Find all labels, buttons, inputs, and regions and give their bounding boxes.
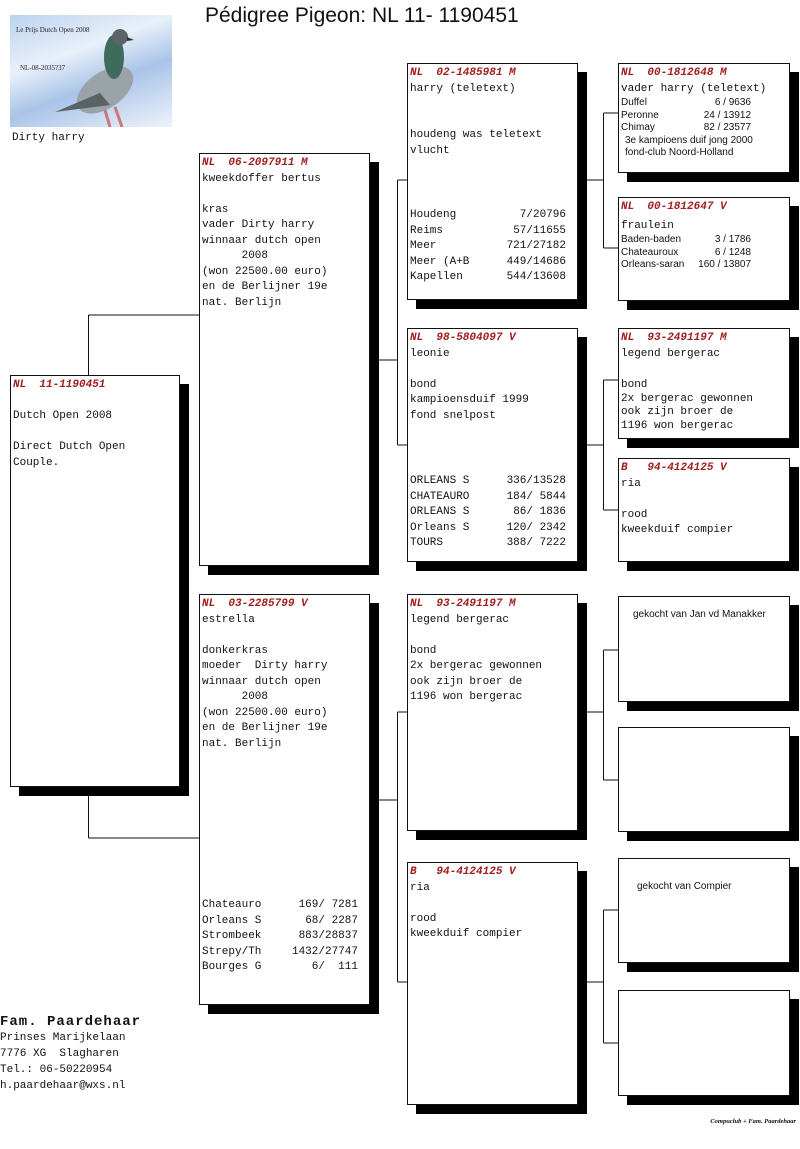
pigeon-name: ria bbox=[621, 477, 641, 490]
note-line: kweekduif compier bbox=[410, 928, 523, 940]
text: 721/27182 bbox=[506, 240, 566, 252]
note-line: bond bbox=[410, 644, 437, 657]
note-line bbox=[13, 394, 177, 410]
text: Chateauroux bbox=[621, 246, 679, 258]
note-line: kras bbox=[202, 203, 229, 216]
pigeon-name: fraulein bbox=[621, 219, 674, 232]
race-result bbox=[621, 97, 787, 110]
note-line: gekocht van Compier bbox=[637, 881, 732, 892]
pigeon-name: legend bergerac bbox=[621, 347, 721, 360]
note-line: houdeng was teletext bbox=[410, 129, 543, 141]
pigeon-name: ria bbox=[410, 881, 430, 894]
text: 160 / 13807 bbox=[698, 259, 751, 270]
note-line: nat. Berlijn bbox=[202, 296, 282, 309]
pigeon-card-ddd bbox=[618, 990, 790, 1096]
text: Baden-baden bbox=[621, 234, 682, 245]
race-result bbox=[202, 914, 358, 930]
note-line: ook zijn broer de bbox=[621, 406, 734, 418]
race-result bbox=[621, 259, 787, 272]
race-result bbox=[410, 239, 566, 255]
text: 388/ 7222 bbox=[506, 537, 566, 549]
pigeon-card-sds bbox=[618, 328, 790, 439]
race-result bbox=[410, 270, 566, 286]
race-result bbox=[202, 960, 358, 976]
race-result bbox=[410, 490, 566, 506]
text: Kapellen bbox=[410, 271, 463, 283]
page-title: Pédigree Pigeon: NL 11- 1190451 bbox=[205, 4, 519, 27]
pigeon-card-dss bbox=[618, 596, 790, 702]
note-line: donkerkras bbox=[202, 644, 269, 657]
text: Bourges G bbox=[202, 961, 262, 973]
text: ORLEANS S bbox=[410, 506, 470, 518]
note-line: en de Berlijner 19e bbox=[202, 722, 328, 734]
note-line bbox=[202, 628, 367, 644]
ring-number: NL 06-2097911 M bbox=[202, 157, 308, 169]
note-line: Direct Dutch Open bbox=[13, 441, 126, 453]
race-results bbox=[410, 208, 566, 286]
note-line: fond-club Noord-Holland bbox=[625, 146, 734, 158]
race-result bbox=[410, 536, 566, 552]
text: 6 / 1248 bbox=[714, 246, 751, 258]
race-result bbox=[621, 234, 787, 247]
photo-ring-text: NL-08-2035?37 bbox=[20, 64, 66, 72]
race-result bbox=[410, 521, 566, 537]
note-line bbox=[13, 425, 177, 441]
pigeon-name: vader harry (teletext) bbox=[621, 82, 767, 95]
text: Meer bbox=[410, 240, 437, 252]
note-line: ook zijn broer de bbox=[410, 675, 523, 688]
text: 883/28837 bbox=[298, 930, 358, 942]
ring-number: NL 03-2285799 V bbox=[202, 598, 308, 610]
race-result bbox=[621, 247, 787, 260]
owner-phone: Tel.: 06-50220954 bbox=[0, 1064, 113, 1076]
text: 24 / 13912 bbox=[703, 109, 751, 121]
ring-number: NL 00-1812648 M bbox=[621, 67, 727, 79]
ring-number: NL 11-1190451 bbox=[13, 379, 106, 391]
note-line: (won 22500.00 euro) bbox=[202, 265, 328, 278]
pigeon-card-dsd bbox=[618, 727, 790, 832]
text: 169/ 7281 bbox=[298, 899, 358, 911]
note-line: 2008 bbox=[202, 250, 269, 262]
race-result bbox=[202, 945, 358, 961]
note-line: 3e kampioens duif jong 2000 bbox=[625, 134, 753, 146]
pigeon-image bbox=[10, 15, 172, 127]
note-line: bond bbox=[410, 378, 437, 391]
race-result bbox=[410, 505, 566, 521]
pigeon-name: estrella bbox=[202, 613, 255, 626]
text: ORLEANS S bbox=[410, 475, 470, 487]
note-line bbox=[621, 362, 787, 378]
note-line bbox=[410, 97, 575, 113]
ring-number: B 94-4124125 V bbox=[621, 462, 727, 474]
text: 57/11655 bbox=[513, 224, 566, 237]
pigeon-photo bbox=[10, 15, 172, 127]
text: 120/ 2342 bbox=[506, 521, 566, 534]
pigeon-card-dam-dam bbox=[407, 862, 578, 1105]
pigeon-card-dam-sire bbox=[407, 594, 578, 831]
text: Strombeek bbox=[202, 930, 262, 942]
text: 336/13528 bbox=[506, 475, 566, 487]
ring-number: NL 98-5804097 V bbox=[410, 332, 516, 344]
text: 6 / 9636 bbox=[714, 97, 751, 108]
note-line: vader Dirty harry bbox=[202, 219, 315, 231]
pigeon-name: kweekdoffer bertus bbox=[202, 172, 321, 185]
note-line: winnaar dutch open bbox=[202, 675, 321, 688]
race-result bbox=[410, 208, 566, 224]
note-line: en de Berlijner 19e bbox=[202, 281, 328, 293]
race-result bbox=[202, 898, 358, 914]
text: Orleans S bbox=[202, 914, 262, 927]
note-line: vlucht bbox=[410, 144, 450, 157]
pigeon-card-dam bbox=[199, 594, 370, 1005]
pigeon-card-sire-dam bbox=[407, 328, 578, 562]
ring-number: B 94-4124125 V bbox=[410, 866, 516, 878]
pigeon-name: harry (teletext) bbox=[410, 82, 516, 95]
owner-name: Fam. Paardehaar bbox=[0, 1014, 142, 1030]
footer-credit: Compuclub + Fam. Paardehaar bbox=[710, 1118, 796, 1125]
race-results bbox=[202, 898, 358, 976]
pigeon-name: legend bergerac bbox=[410, 613, 510, 626]
photo-caption: Dirty harry bbox=[12, 132, 85, 144]
text: 7/20796 bbox=[519, 209, 566, 221]
text: 1432/27747 bbox=[291, 945, 358, 958]
race-result bbox=[202, 929, 358, 945]
text: 6/ 111 bbox=[311, 961, 358, 973]
note-line bbox=[410, 362, 575, 378]
pigeon-card-sdd bbox=[618, 458, 790, 562]
note-line: kampioensduif 1999 bbox=[410, 394, 529, 406]
text: 3 / 1786 bbox=[714, 234, 751, 245]
note-line: fond snelpost bbox=[410, 409, 496, 422]
photo-text: Le Prijs Dutch Open 2008 bbox=[16, 26, 90, 34]
race-result bbox=[410, 224, 566, 240]
note-line: moeder Dirty harry bbox=[202, 660, 328, 672]
note-line: Couple. bbox=[13, 456, 60, 469]
pigeon-card-dds bbox=[618, 858, 790, 963]
note-line bbox=[410, 113, 575, 129]
note-line: 1196 won bergerac bbox=[621, 420, 734, 432]
text: Orleans S bbox=[410, 521, 470, 534]
text: Chateauro bbox=[202, 899, 262, 911]
text: 449/14686 bbox=[506, 255, 566, 268]
owner-street: Prinses Marijkelaan bbox=[0, 1032, 126, 1044]
note-line: winnaar dutch open bbox=[202, 234, 321, 247]
note-line: gekocht van Jan vd Manakker bbox=[633, 609, 766, 620]
note-line: bond bbox=[621, 378, 648, 391]
race-result bbox=[621, 110, 787, 123]
ring-number: NL 93-2491197 M bbox=[410, 598, 516, 610]
note-line: kweekduif compier bbox=[621, 524, 734, 536]
ring-number: NL 00-1812647 V bbox=[621, 201, 727, 213]
race-results bbox=[410, 474, 566, 552]
owner-address bbox=[0, 1014, 141, 1094]
note-line: rood bbox=[410, 912, 437, 925]
pigeon-card-sss bbox=[618, 63, 790, 173]
race-result bbox=[410, 255, 566, 271]
note-line: (won 22500.00 euro) bbox=[202, 706, 328, 719]
pigeon-card-sire-sire bbox=[407, 63, 578, 300]
note-line bbox=[202, 187, 367, 203]
text: Peronne bbox=[621, 109, 659, 121]
race-result bbox=[621, 122, 787, 135]
text: Orleans-saran bbox=[621, 259, 685, 270]
note-line: rood bbox=[621, 508, 648, 521]
note-line bbox=[621, 492, 787, 508]
note-line: 1196 won bergerac bbox=[410, 691, 523, 703]
text: 68/ 2287 bbox=[305, 914, 358, 927]
text: TOURS bbox=[410, 537, 444, 549]
note-line: 2x bergerac gewonnen bbox=[410, 660, 543, 672]
text: 544/13608 bbox=[506, 271, 566, 283]
owner-email: h.paardehaar@wxs.nl bbox=[0, 1080, 126, 1092]
text: 184/ 5844 bbox=[506, 490, 566, 503]
ring-number: NL 93-2491197 M bbox=[621, 332, 727, 344]
text: Meer (A+B bbox=[410, 255, 470, 268]
pigeon-card-ssd bbox=[618, 197, 790, 301]
text: CHATEAURO bbox=[410, 490, 470, 503]
owner-city: 7776 XG Slagharen bbox=[0, 1048, 119, 1060]
note-line: 2008 bbox=[202, 691, 269, 703]
text: 82 / 23577 bbox=[703, 122, 751, 133]
note-line: Dutch Open 2008 bbox=[13, 410, 113, 422]
ring-number: NL 02-1485981 M bbox=[410, 67, 516, 79]
text: Reims bbox=[410, 224, 444, 237]
text: Strepy/Th bbox=[202, 945, 262, 958]
text: Houdeng bbox=[410, 209, 457, 221]
note-line: nat. Berlijn bbox=[202, 737, 282, 750]
pigeon-name: leonie bbox=[410, 347, 450, 360]
text: Duffel bbox=[621, 97, 647, 108]
note-line bbox=[410, 896, 575, 912]
text: Chimay bbox=[621, 122, 655, 133]
note-line bbox=[410, 628, 575, 644]
pigeon-card-subject bbox=[10, 375, 180, 787]
note-line: 2x bergerac gewonnen bbox=[621, 393, 754, 405]
pigeon-card-sire bbox=[199, 153, 370, 566]
race-result bbox=[410, 474, 566, 490]
text: 86/ 1836 bbox=[513, 506, 566, 518]
